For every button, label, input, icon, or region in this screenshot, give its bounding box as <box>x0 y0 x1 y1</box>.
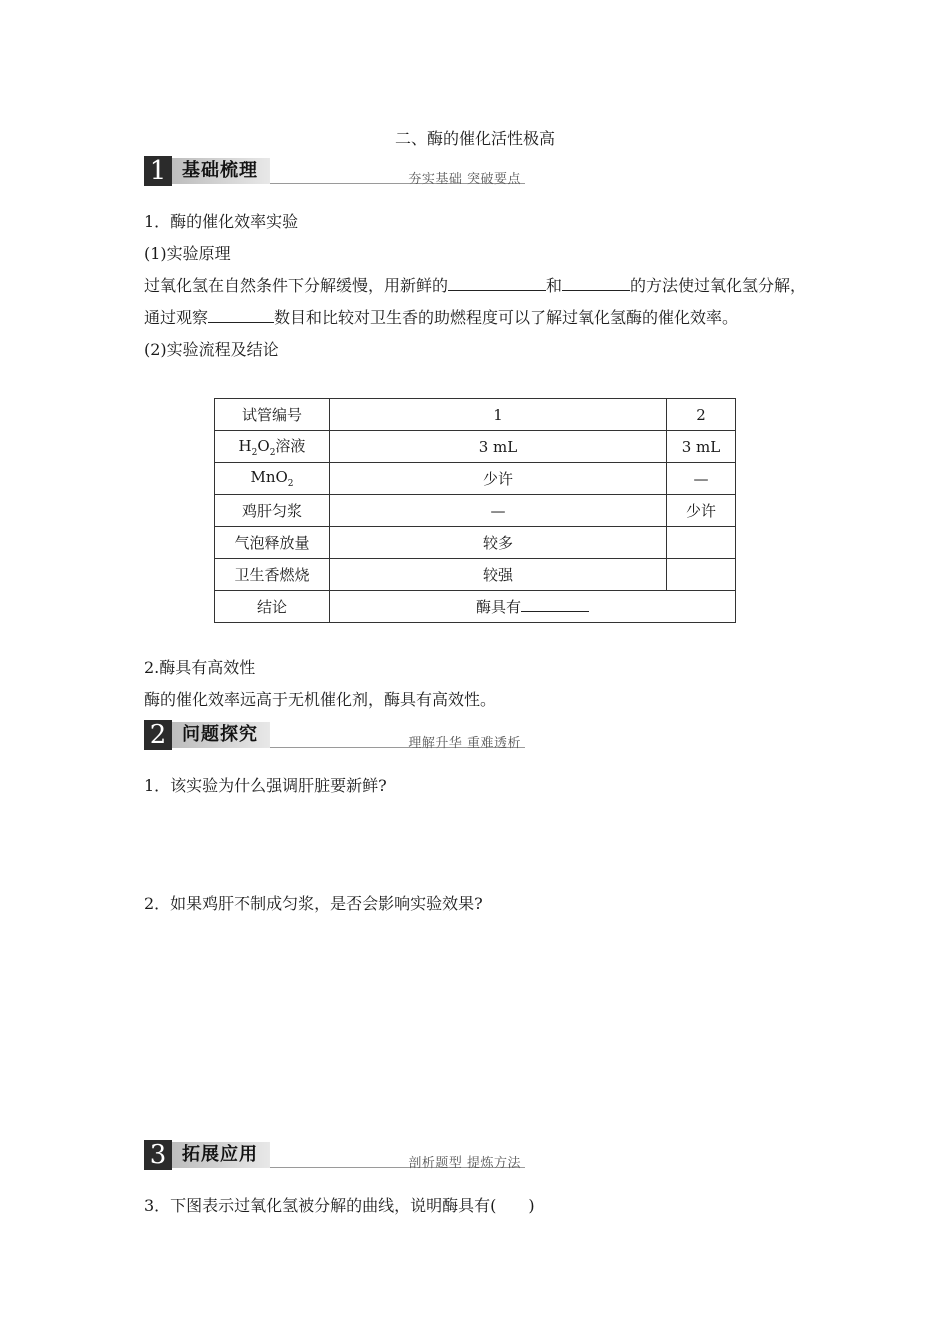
table-cell: 1 <box>330 399 667 431</box>
principle-line-1 <box>144 276 806 296</box>
formula-subscript: 2 <box>269 448 276 458</box>
section-header-basics <box>144 156 525 190</box>
table-cell: 2 <box>667 399 736 431</box>
fill-blank[interactable] <box>448 276 546 291</box>
experiment-table <box>214 398 736 623</box>
principle-line-2 <box>144 308 738 328</box>
text-segment: 数目和比较对卫生香的助燃程度可以了解过氧化氢酶的催化效率。 <box>274 308 739 327</box>
heading-efficiency-experiment: 1．酶的催化效率实验 <box>144 212 299 231</box>
table-cell <box>215 463 330 495</box>
formula-part: MnO <box>250 468 288 486</box>
table-cell: 3 mL <box>330 431 667 463</box>
heading-principle: (1)实验原理 <box>144 244 231 263</box>
section-number: 3 <box>144 1140 172 1170</box>
high-efficiency-text: 酶的催化效率远高于无机催化剂，酶具有高效性。 <box>144 690 497 709</box>
table-cell <box>667 527 736 559</box>
section-number: 1 <box>144 156 172 186</box>
question-3: 3．下图表示过氧化氢被分解的曲线，说明酶具有( ) <box>144 1196 535 1215</box>
heading-procedure: (2)实验流程及结论 <box>144 340 279 359</box>
table-cell: — <box>330 495 667 527</box>
table-cell <box>667 559 736 591</box>
formula-part: O <box>257 437 270 455</box>
table-row <box>215 495 736 527</box>
table-cell: 试管编号 <box>215 399 330 431</box>
table-cell: — <box>667 463 736 495</box>
table-row <box>215 399 736 431</box>
formula-subscript: 2 <box>287 479 294 489</box>
table-row <box>215 527 736 559</box>
section-number: 2 <box>144 720 172 750</box>
table-cell: 鸡肝匀浆 <box>215 495 330 527</box>
table-cell: 气泡释放量 <box>215 527 330 559</box>
table-row <box>215 463 736 495</box>
text-segment: 通过观察 <box>144 308 209 327</box>
text-segment: 过氧化氢在自然条件下分解缓慢，用新鲜的 <box>144 276 449 295</box>
section-label: 基础梳理 <box>182 160 258 181</box>
section-subtitle: 剖析题型 提炼方法 <box>408 1156 521 1171</box>
section-header-inquiry <box>144 720 525 754</box>
text-segment: 和 <box>546 276 563 295</box>
section-label: 拓展应用 <box>182 1144 258 1165</box>
page-title: 二、酶的催化活性极高 <box>394 129 555 148</box>
table-cell <box>215 431 330 463</box>
table-cell: 少许 <box>330 463 667 495</box>
table-cell: 结论 <box>215 591 330 623</box>
heading-high-efficiency: 2.酶具有高效性 <box>144 658 256 677</box>
question-1: 1．该实验为什么强调肝脏要新鲜? <box>144 776 387 795</box>
table-cell: 较强 <box>330 559 667 591</box>
fill-blank[interactable] <box>208 308 274 323</box>
conclusion-text: 酶具有 <box>475 598 521 616</box>
table-cell <box>330 591 736 623</box>
formula-subscript: 2 <box>251 448 258 458</box>
table-row <box>215 559 736 591</box>
table-row <box>215 431 736 463</box>
fill-blank[interactable] <box>521 597 589 612</box>
table-cell: 少许 <box>667 495 736 527</box>
fill-blank[interactable] <box>562 276 630 291</box>
formula-part: H <box>238 437 252 455</box>
table-cell: 3 mL <box>667 431 736 463</box>
formula-part: 溶液 <box>275 437 306 455</box>
text-segment: 的方法使过氧化氢分解， <box>630 276 807 295</box>
table-cell: 较多 <box>330 527 667 559</box>
table-row <box>215 591 736 623</box>
question-2: 2．如果鸡肝不制成匀浆，是否会影响实验效果? <box>144 894 483 913</box>
section-subtitle: 理解升华 重难透析 <box>408 736 521 751</box>
section-label: 问题探究 <box>182 724 258 745</box>
section-subtitle: 夯实基础 突破要点 <box>408 172 521 187</box>
section-header-application <box>144 1140 525 1174</box>
table-cell: 卫生香燃烧 <box>215 559 330 591</box>
